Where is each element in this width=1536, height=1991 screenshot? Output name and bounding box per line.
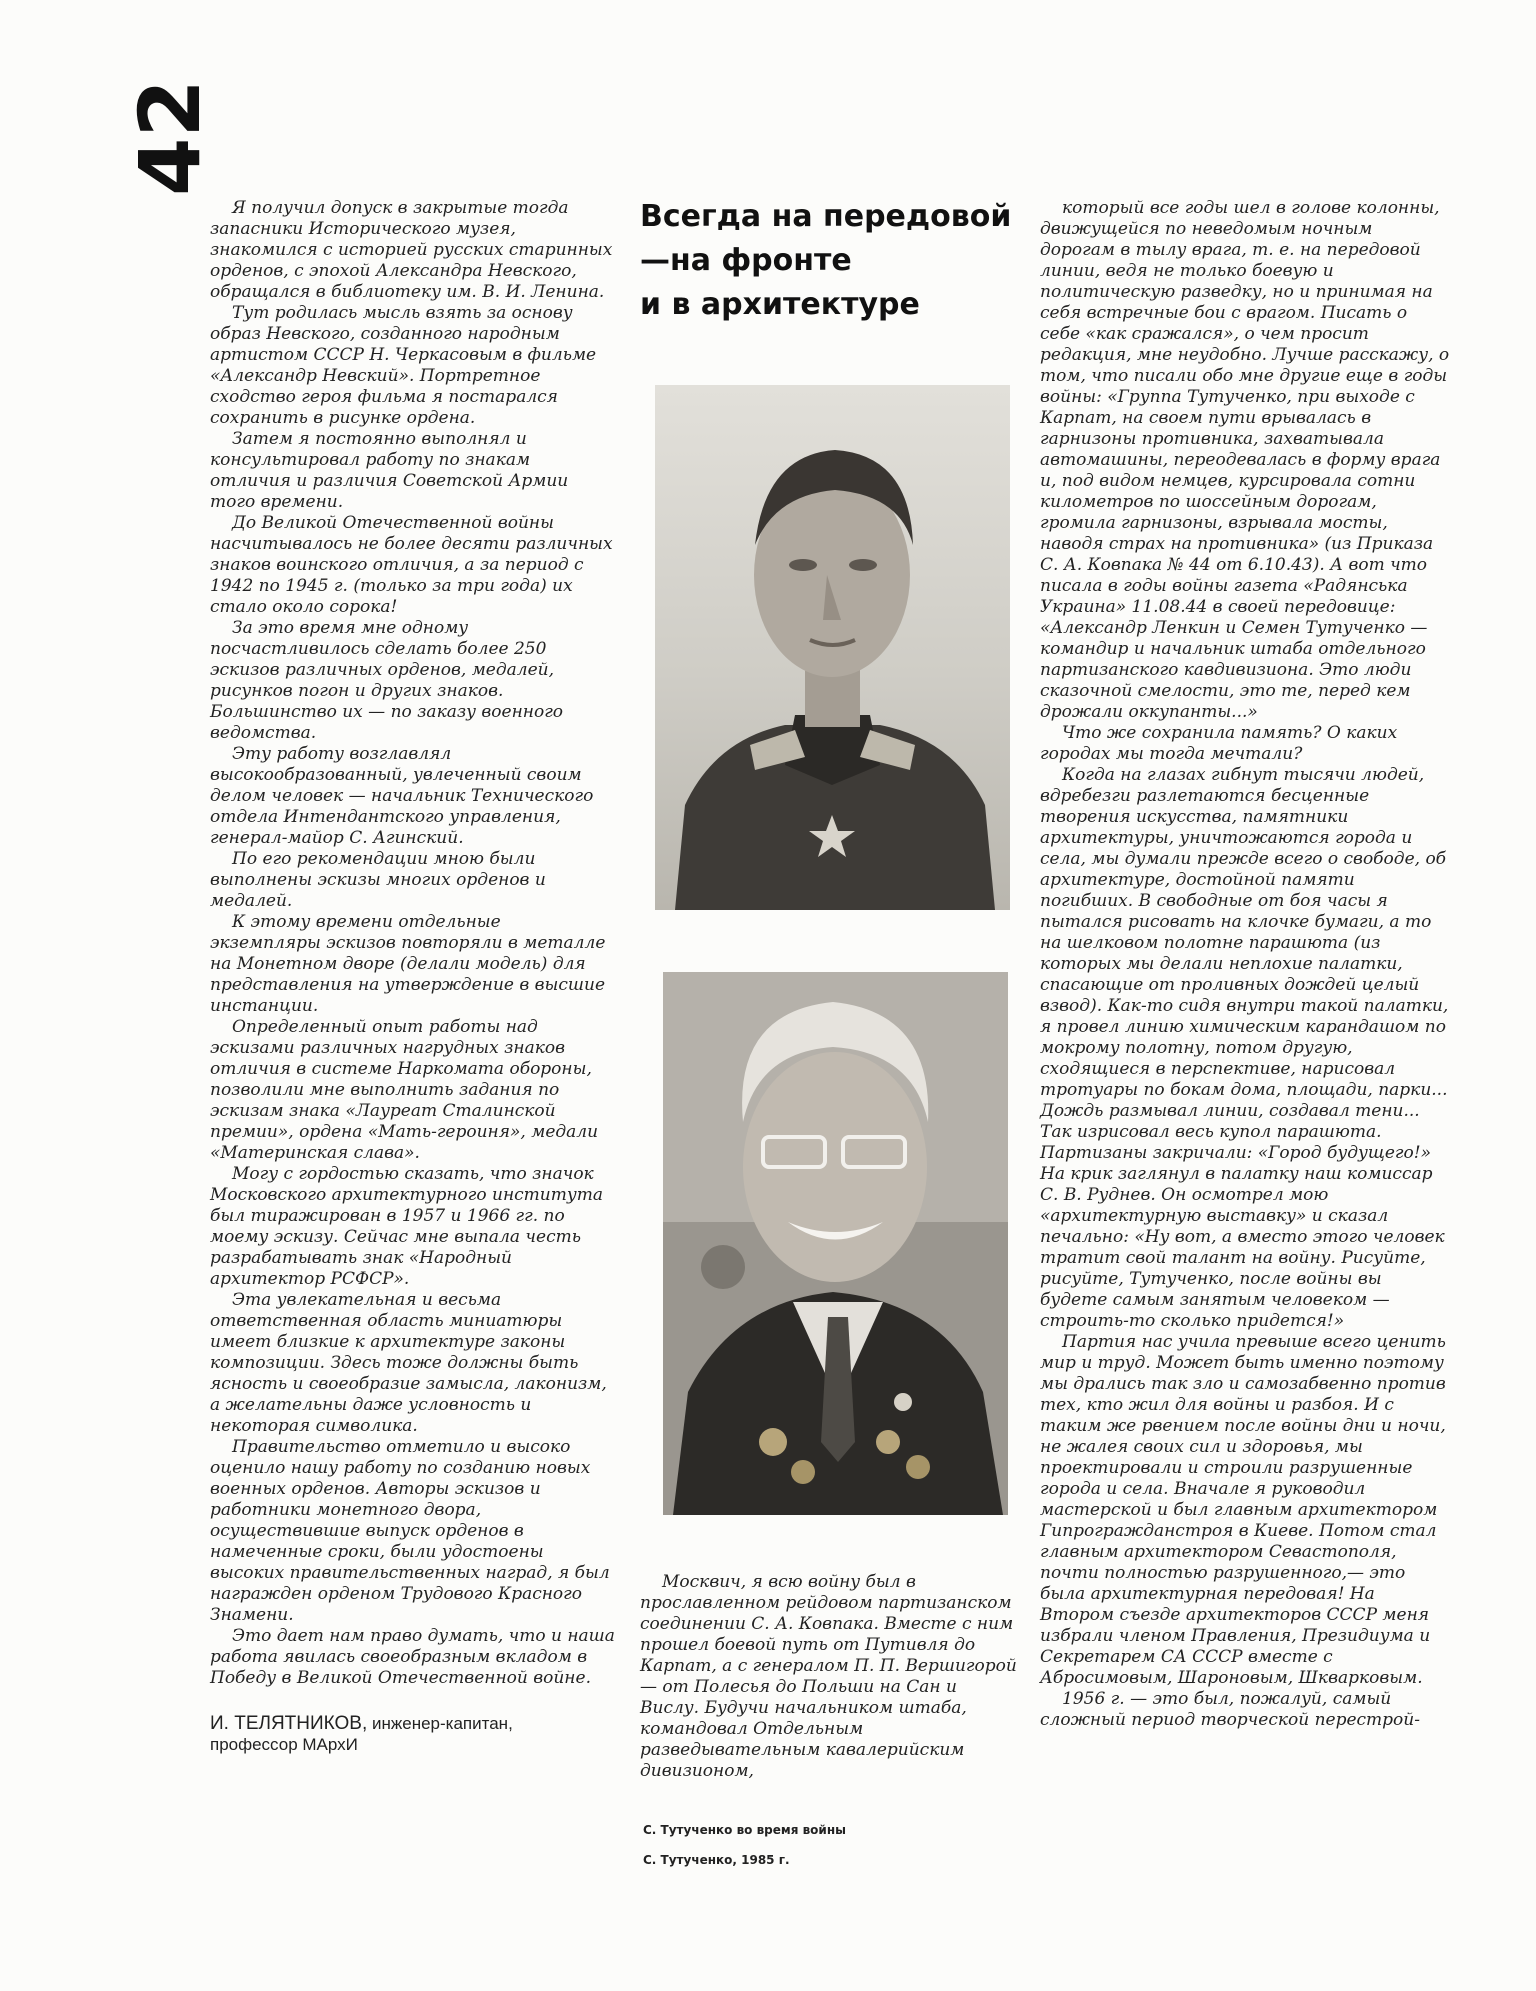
paragraph: Могу с гордостью сказать, что значок Московского архитектурного института был тиражирован в 1957 и 1966 гг. по моему эскизу. Сейчас мне выпала честь разрабатывать знак «Народный архитектор РСФСР». bbox=[210, 1164, 603, 1289]
author-affiliation: профессор МАрхИ bbox=[210, 1735, 358, 1754]
article-middle-column bbox=[640, 1572, 1020, 1782]
paragraph: Затем я постоянно выполнял и консультировал работу по знакам отличия и различия Советской Армии того времени. bbox=[210, 429, 569, 512]
photo-caption-wartime: С. Тутученко во время войны bbox=[643, 1823, 846, 1837]
portrait-1985-illustration bbox=[663, 972, 1008, 1515]
article-right-column bbox=[1040, 198, 1450, 1731]
paragraph: Эта увлекательная и весьма ответственная область миниатюры имеет близкие к архитектуре законы композиции. Здесь тоже должны быть ясность и своеобразие замысла, лаконизм, а желательны даже условность и некоторая символика. bbox=[210, 1290, 607, 1436]
paragraph: К этому времени отдельные экземпляры эскизов повторяли в металле на Монетном дворе (делали модель) для представления на утверждение в высшие инстанции. bbox=[210, 912, 606, 1016]
article-left-column bbox=[210, 198, 615, 1755]
title-line: и в архитектуре bbox=[640, 287, 920, 322]
portrait-wartime-illustration bbox=[655, 385, 1010, 910]
paragraph: Москвич, я всю войну был в прославленном рейдовом партизанском соединении С. А. Ковпака. Вместе с ним прошел боевой путь от Путивля до Карпат, а с генералом П. П. Вершигорой — от Полесья до Польши на Сан и Вислу. Будучи начальником штаба, командовал Отдельным разведывательным кавалерийским дивизионом, bbox=[640, 1572, 1017, 1781]
author-name: И. ТЕЛЯТНИКОВ, bbox=[210, 1713, 368, 1734]
paragraph: Эту работу возглавлял высокообразованный, увлеченный своим делом человек — начальник Технического отдела Интендантского управления, генерал-майор С. Агинский. bbox=[210, 744, 594, 848]
paragraph: Правительство отметило и высоко оценило нашу работу по созданию новых военных орденов. Авторы эскизов и работники монетного двора, осуществившие выпуск орденов в намеченные сроки, были удостоены высоких правительственных наград, я был награжден орденом Трудового Красного Знамени. bbox=[210, 1437, 610, 1625]
paragraph: Что же сохранила память? О каких городах мы тогда мечтали? bbox=[1040, 723, 1398, 764]
paragraph: Определенный опыт работы над эскизами различных нагрудных знаков отличия в системе Наркомата обороны, позволили мне выполнить задания по эскизам знака «Лауреат Сталинской премии», ордена «Мать-героиня», медали «Материнская слава». bbox=[210, 1017, 599, 1163]
portrait-photo-1985 bbox=[663, 972, 1008, 1515]
title-line: —на фронте bbox=[640, 243, 852, 278]
paragraph: Партия нас учила превыше всего ценить мир и труд. Может быть именно поэтому мы дрались так зло и самозабвенно против тех, кто жил для войны и разбоя. И с таким же рвением после войны дни и ночи, не жалея своих сил и здоровья, мы проектировали и строили разрушенные города и села. Вначале я руководил мастерской и был главным архитектором Гипрогражданстроя в Киеве. Потом стал главным архитектором Севастополя, почти полностью разрушенного,— это была архитектурная передовая! На Втором съезде архитекторов СССР меня избрали членом Правления, Президиума и Секретарем СА СССР вместе с Абросимовым, Шароновым, Шкварковым. bbox=[1040, 1332, 1446, 1688]
paragraph: Это дает нам право думать, что и наша работа явилась своеобразным вкладом в Победу в Великой Отечественной войне. bbox=[210, 1626, 615, 1688]
title-line: Всегда на передовой bbox=[640, 199, 1012, 234]
paragraph: По его рекомендации мною были выполнены эскизы многих орденов и медалей. bbox=[210, 849, 546, 911]
paragraph: За это время мне одному посчастливилось сделать более 250 эскизов различных орденов, медалей, рисунков погон и других знаков. Большинство их — по заказу военного ведомства. bbox=[210, 618, 564, 743]
paragraph: который все годы шел в голове колонны, движущейся по неведомым ночным дорогам в тылу врага, т. е. на передовой линии, ведя не только боевую и политическую разведку, но и принимая на себя встречные бои с врагом. Писать о себе «как сражался», о чем просит редакция, мне неудобно. Лучше расскажу, о том, что писали обо мне другие еще в годы войны: «Группа Тутученко, при выходе с Карпат, на своем пути врывалась в гарнизоны противника, захватывала автомашины, переодевалась в форму врага и, под видом немцев, курсировала сотни километров по шоссейным дорогам, громила гарнизоны, взрывала мосты, наводя страх на противника» (из Приказа С. А. Ковпака № 44 от 6.10.43). А вот что писала в годы войны газета «Радянська Украина» 11.08.44 в своей передовице: «Александр Ленкин и Семен Тутученко — командир и начальник штаба отдельного партизанского кавдивизиона. Это люди сказочной смелости, это те, перед кем дрожали оккупанты...» bbox=[1040, 198, 1450, 722]
paragraph: Когда на глазах гибнут тысячи людей, вдребезги разлетаются бесценные творения искусства, памятники архитектуры, уничтожаются города и села, мы думали прежде всего о свободе, об архитектуре, достойной памяти погибших. В свободные от боя часы я пытался рисовать на клочке бумаги, а то на шелковом полотне парашюта (из которых мы делали неплохие палатки, спасающие от проливных дождей целый взвод). Как-то сидя внутри такой палатки, я провел линию химическим карандашом по мокрому полотну, потом другую, сходящиеся в перспективе, нарисовал тротуары по бокам дома, площади, парки... Дождь размывал линии, создавал тени... Так изрисовал весь купол парашюта. Партизаны закричали: «Город будущего!» На крик заглянул в палатку наш комиссар С. В. Руднев. Он осмотрел мою «архитектурную выставку» и сказал печально: «Ну вот, а вместо этого человек тратит свой талант на войну. Рисуйте, рисуйте, Тутученко, после войны вы будете самым занятым человеком — строить-то сколько придется!» bbox=[1040, 765, 1449, 1331]
paragraph: 1956 г. — это был, пожалуй, самый сложный период творческой перестрой- bbox=[1040, 1689, 1420, 1730]
author-signature bbox=[210, 1713, 615, 1755]
author-role: инженер-капитан, bbox=[372, 1714, 513, 1733]
photo-caption-1985: С. Тутученко, 1985 г. bbox=[643, 1853, 790, 1867]
article-title bbox=[640, 195, 1040, 327]
paragraph: Тут родилась мысль взять за основу образ Невского, созданного народным артистом СССР Н. Черкасовым в фильме «Александр Невский». Портретное сходство героя фильма я постарался сохранить в рисунке ордена. bbox=[210, 303, 597, 428]
paragraph: Я получил допуск в закрытые тогда запасники Исторического музея, знакомился с историей русских старинных орденов, с эпохой Александра Невского, обращался в библиотеку им. В. И. Ленина. bbox=[210, 198, 613, 302]
paragraph: До Великой Отечественной войны насчитывалось не более десяти различных знаков воинского отличия, а за период с 1942 по 1945 г. (только за три года) их стало около сорока! bbox=[210, 513, 613, 617]
page-number: 42 bbox=[121, 79, 219, 196]
portrait-photo-wartime bbox=[655, 385, 1010, 910]
